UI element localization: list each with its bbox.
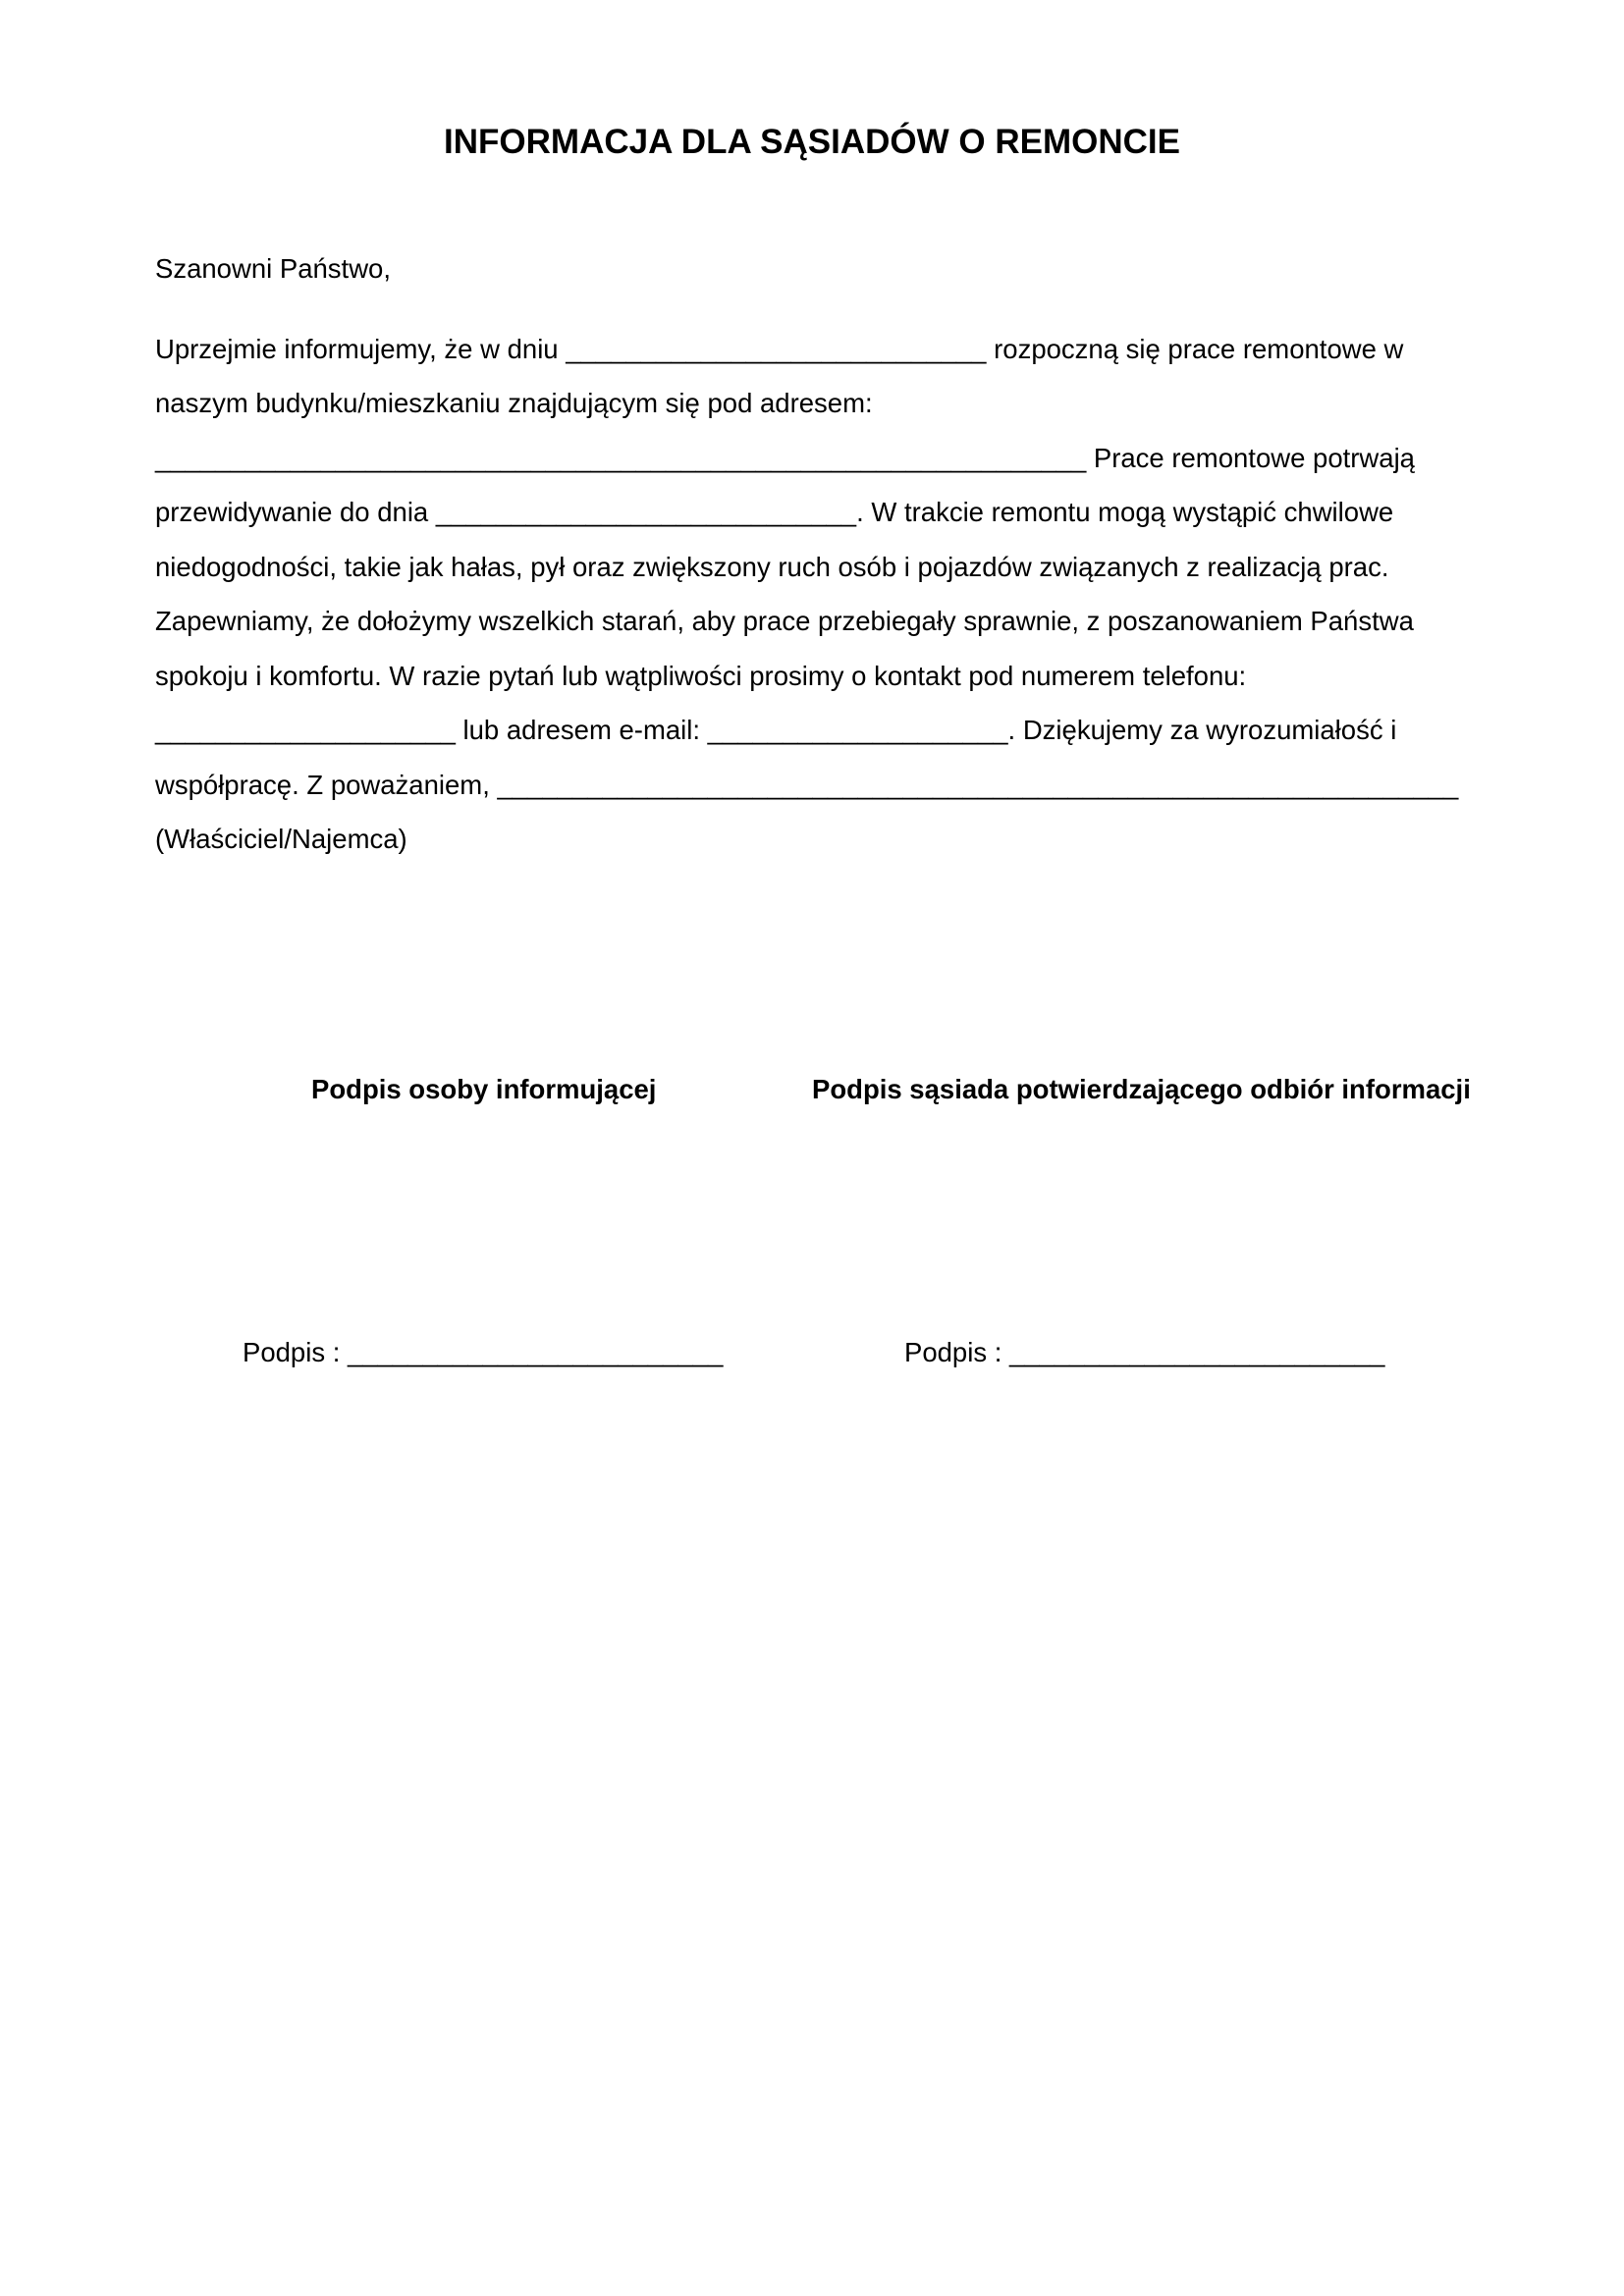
body-line: niedogodności, takie jak hałas, pył oraz zwiększony ruch osób i pojazdów związanych z realizacją prac. bbox=[155, 552, 1389, 582]
body-line: spokoju i komfortu. W razie pytań lub wątpliwości prosimy o kontakt pod numerem telefonu: bbox=[155, 661, 1247, 691]
document-title: INFORMACJA DLA SĄSIADÓW O REMONCIE bbox=[444, 123, 1180, 161]
body-line: przewidywanie do dnia ____________________________. W trakcie remontu mogą wystąpić chwilowe bbox=[155, 497, 1394, 527]
body-line: Uprzejmie informujemy, że w dniu ____________________________ rozpoczną się prace remontowe w bbox=[155, 334, 1404, 364]
signature-field-informant[interactable]: Podpis : _________________________ bbox=[243, 1337, 724, 1367]
body-line: ______________________________________________________________ Prace remontowe potrwają bbox=[155, 443, 1415, 473]
body-line: współpracę. Z poważaniem, ________________________________________________________________ bbox=[155, 770, 1459, 800]
salutation: Szanowni Państwo, bbox=[155, 253, 391, 284]
body-line: naszym budynku/mieszkaniu znajdującym się pod adresem: bbox=[155, 388, 873, 418]
signature-header-neighbor: Podpis sąsiada potwierdzającego odbiór informacji bbox=[812, 1074, 1471, 1104]
body-line: Zapewniamy, że dołożymy wszelkich starań, aby prace przebiegały sprawnie, z poszanowaniem Państwa bbox=[155, 606, 1414, 636]
signature-field-neighbor[interactable]: Podpis : _________________________ bbox=[904, 1337, 1385, 1367]
signature-header-informant: Podpis osoby informującej bbox=[311, 1074, 657, 1104]
body-line: ____________________ lub adresem e-mail: ____________________. Dziękujemy za wyrozumiałość i bbox=[155, 715, 1397, 745]
signature-role: (Właściciel/Najemca) bbox=[155, 824, 407, 854]
